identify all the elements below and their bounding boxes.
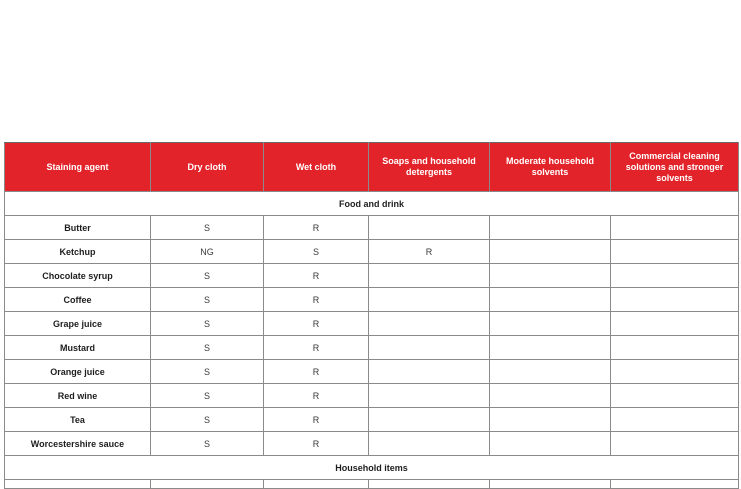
cell-moderate-solvents bbox=[490, 408, 611, 432]
cell-dry-cloth: S bbox=[151, 432, 264, 456]
header-wet-cloth: Wet cloth bbox=[264, 143, 369, 192]
table-row bbox=[5, 312, 739, 336]
cell-dry-cloth: S bbox=[151, 264, 264, 288]
cell-agent: Ketchup bbox=[5, 240, 151, 264]
cell-moderate-solvents bbox=[490, 288, 611, 312]
cell-wet-cloth: R bbox=[264, 264, 369, 288]
table-row bbox=[5, 480, 739, 489]
cell-wet-cloth: R bbox=[264, 216, 369, 240]
table-row bbox=[5, 432, 739, 456]
cell-commercial bbox=[611, 240, 739, 264]
table-row bbox=[5, 216, 739, 240]
cell-soaps: R bbox=[369, 240, 490, 264]
cell-wet-cloth: R bbox=[264, 336, 369, 360]
cell-agent: Butter bbox=[5, 216, 151, 240]
cell-soaps bbox=[369, 384, 490, 408]
cell-moderate-solvents bbox=[490, 360, 611, 384]
cell-commercial bbox=[611, 336, 739, 360]
header-commercial-solutions: Commercial cleaning solutions and stronger solvents bbox=[611, 143, 739, 192]
cell-wet-cloth bbox=[264, 480, 369, 489]
table-row bbox=[5, 360, 739, 384]
section-row bbox=[5, 192, 739, 216]
cell-soaps bbox=[369, 432, 490, 456]
cell-dry-cloth: NG bbox=[151, 240, 264, 264]
cell-wet-cloth: R bbox=[264, 360, 369, 384]
cell-agent: Mustard bbox=[5, 336, 151, 360]
table-row bbox=[5, 288, 739, 312]
cell-soaps bbox=[369, 480, 490, 489]
cell-commercial bbox=[611, 384, 739, 408]
table-row bbox=[5, 384, 739, 408]
cell-wet-cloth: R bbox=[264, 432, 369, 456]
cell-commercial bbox=[611, 480, 739, 489]
cell-wet-cloth: R bbox=[264, 408, 369, 432]
cell-agent: Worcestershire sauce bbox=[5, 432, 151, 456]
stain-removal-table bbox=[4, 142, 739, 489]
cell-soaps bbox=[369, 264, 490, 288]
cell-agent: Red wine bbox=[5, 384, 151, 408]
cell-soaps bbox=[369, 216, 490, 240]
cell-wet-cloth: R bbox=[264, 384, 369, 408]
section-title: Food and drink bbox=[5, 192, 739, 216]
cell-moderate-solvents bbox=[490, 336, 611, 360]
cell-moderate-solvents bbox=[490, 384, 611, 408]
cell-soaps bbox=[369, 360, 490, 384]
header-dry-cloth: Dry cloth bbox=[151, 143, 264, 192]
cell-moderate-solvents bbox=[490, 240, 611, 264]
cell-commercial bbox=[611, 432, 739, 456]
table-body bbox=[5, 192, 739, 489]
cell-soaps bbox=[369, 408, 490, 432]
cell-dry-cloth: S bbox=[151, 384, 264, 408]
cell-soaps bbox=[369, 288, 490, 312]
cell-moderate-solvents bbox=[490, 312, 611, 336]
cell-commercial bbox=[611, 408, 739, 432]
cell-dry-cloth: S bbox=[151, 288, 264, 312]
cell-dry-cloth: S bbox=[151, 312, 264, 336]
cell-commercial bbox=[611, 360, 739, 384]
cell-dry-cloth: S bbox=[151, 360, 264, 384]
table-row bbox=[5, 408, 739, 432]
cell-agent bbox=[5, 480, 151, 489]
header-soaps-detergents: Soaps and household detergents bbox=[369, 143, 490, 192]
table-row bbox=[5, 240, 739, 264]
cell-agent: Chocolate syrup bbox=[5, 264, 151, 288]
cell-agent: Grape juice bbox=[5, 312, 151, 336]
cell-dry-cloth bbox=[151, 480, 264, 489]
cell-moderate-solvents bbox=[490, 216, 611, 240]
cell-commercial bbox=[611, 312, 739, 336]
cell-wet-cloth: R bbox=[264, 288, 369, 312]
cell-soaps bbox=[369, 336, 490, 360]
section-title: Household items bbox=[5, 456, 739, 480]
cell-wet-cloth: S bbox=[264, 240, 369, 264]
header-moderate-solvents: Moderate household solvents bbox=[490, 143, 611, 192]
cell-dry-cloth: S bbox=[151, 216, 264, 240]
cell-dry-cloth: S bbox=[151, 408, 264, 432]
cell-dry-cloth: S bbox=[151, 336, 264, 360]
cell-soaps bbox=[369, 312, 490, 336]
header-staining-agent: Staining agent bbox=[5, 143, 151, 192]
cell-commercial bbox=[611, 264, 739, 288]
cell-agent: Orange juice bbox=[5, 360, 151, 384]
header-row bbox=[5, 143, 739, 192]
cell-moderate-solvents bbox=[490, 480, 611, 489]
stain-removal-table-container bbox=[4, 142, 738, 489]
cell-wet-cloth: R bbox=[264, 312, 369, 336]
cell-agent: Tea bbox=[5, 408, 151, 432]
cell-agent: Coffee bbox=[5, 288, 151, 312]
cell-commercial bbox=[611, 216, 739, 240]
cell-moderate-solvents bbox=[490, 264, 611, 288]
cell-moderate-solvents bbox=[490, 432, 611, 456]
section-row bbox=[5, 456, 739, 480]
cell-commercial bbox=[611, 288, 739, 312]
table-row bbox=[5, 336, 739, 360]
table-row bbox=[5, 264, 739, 288]
